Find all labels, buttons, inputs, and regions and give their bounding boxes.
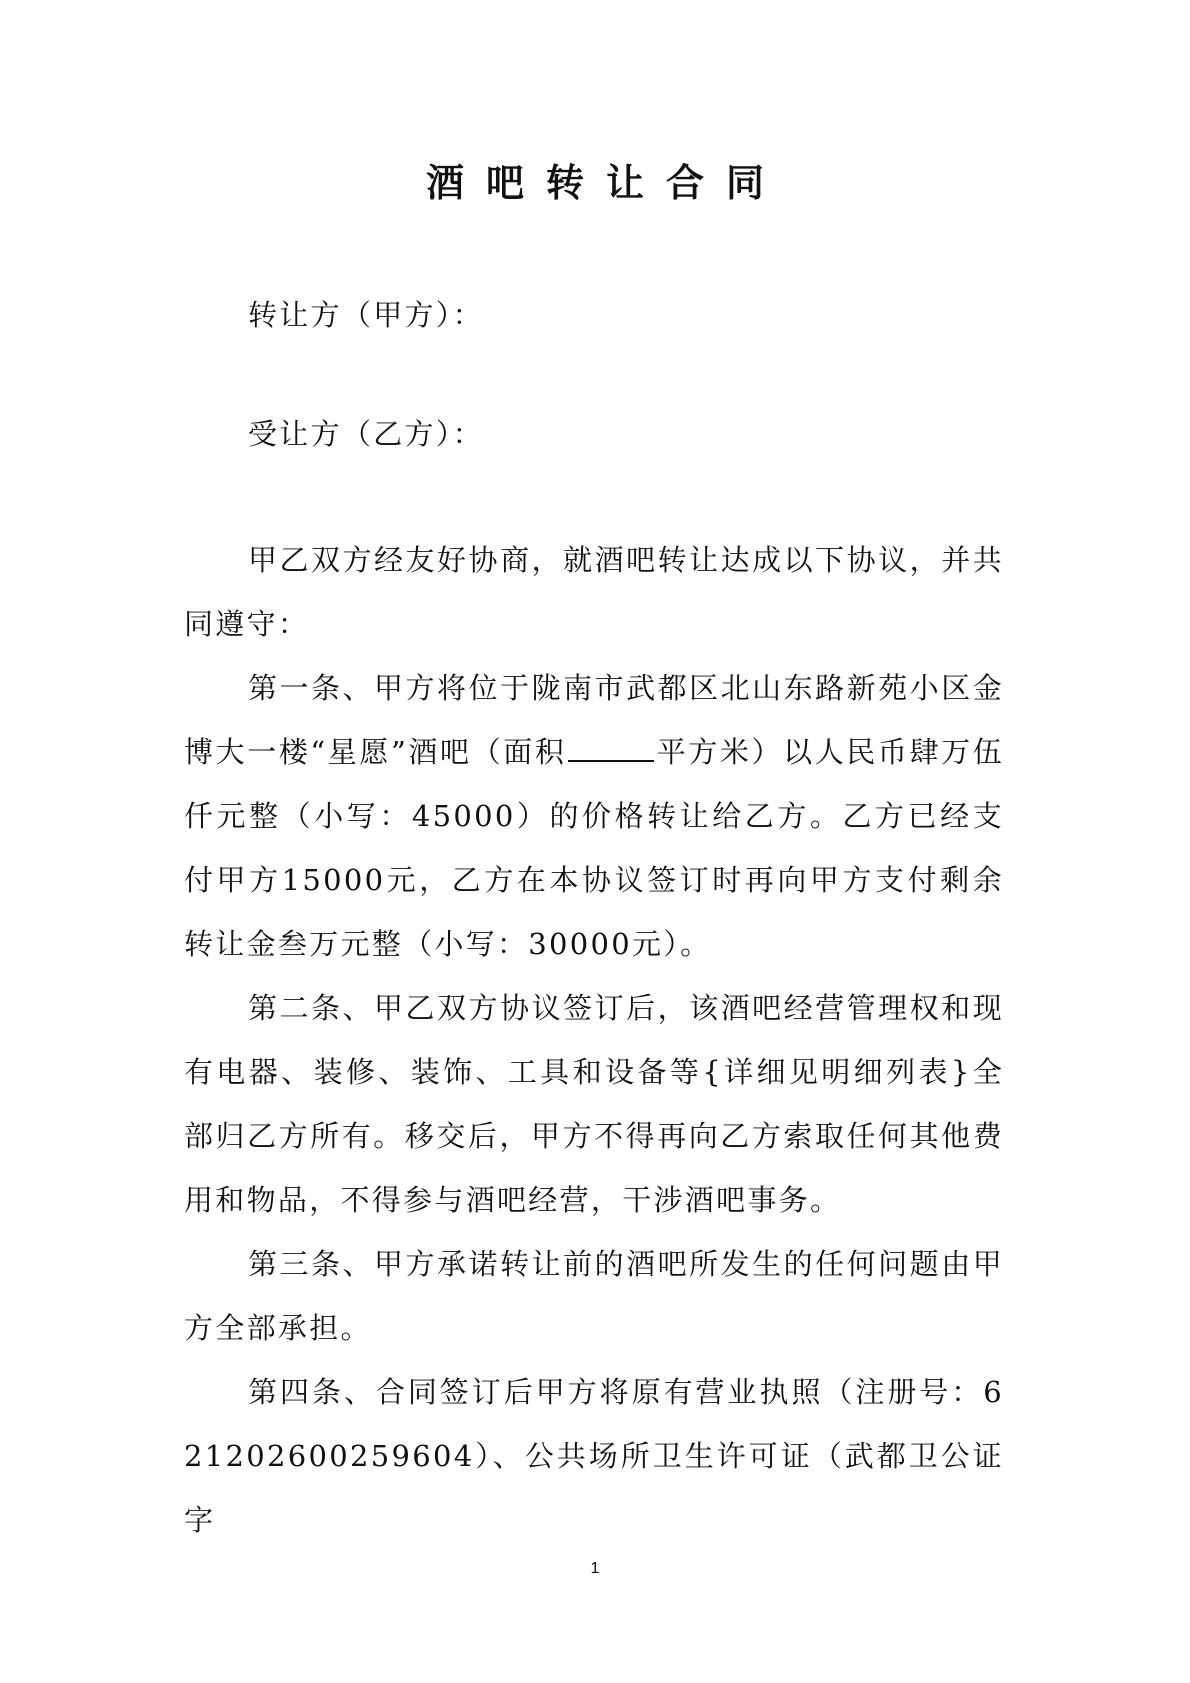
article-2-paragraph: 第二条、甲乙双方协议签订后，该酒吧经营管理权和现有电器、装修、装饰、工具和设备等{详细见明细列表}全部归乙方所有。移交后，甲方不得再向乙方索取任何其他费用和物品，不得参与酒吧经营，干涉酒吧事务。 bbox=[184, 991, 1004, 1217]
article-1-paragraph bbox=[184, 656, 1004, 976]
party-b-label: 受让方（乙方）： bbox=[248, 417, 484, 451]
party-b-section bbox=[184, 402, 1004, 466]
party-a-section bbox=[184, 283, 1004, 347]
area-blank-line bbox=[568, 736, 654, 762]
party-a-label: 转让方（甲方）： bbox=[248, 298, 484, 332]
preamble-paragraph: 甲乙双方经友好协商，就酒吧转让达成以下协议，并共同遵守： bbox=[184, 543, 1004, 641]
document-title: 酒吧转让合同 bbox=[425, 160, 786, 205]
page-number: 1 bbox=[590, 1560, 600, 1577]
contract-body bbox=[184, 528, 1004, 1552]
article-3-paragraph: 第三条、甲方承诺转让前的酒吧所发生的任何问题由甲方全部承担。 bbox=[184, 1247, 1004, 1345]
article-4-paragraph: 第四条、合同签订后甲方将原有营业执照（注册号：621202600259604）、公共场所卫生许可证（武都卫公证字 bbox=[184, 1375, 1004, 1537]
article-1-text-before-blank: 第一条、甲方将位于陇南市武都区北山东路新苑小区金博大一楼“星愿”酒吧（面积 bbox=[184, 671, 1004, 769]
article-1-text-after-blank: 平方米）以人民币肆万伍仟元整（小写：45000）的价格转让给乙方。乙方已经支付甲方15000元，乙方在本协议签订时再向甲方支付剩余转让金叁万元整（小写：30000元）。 bbox=[184, 735, 1004, 961]
